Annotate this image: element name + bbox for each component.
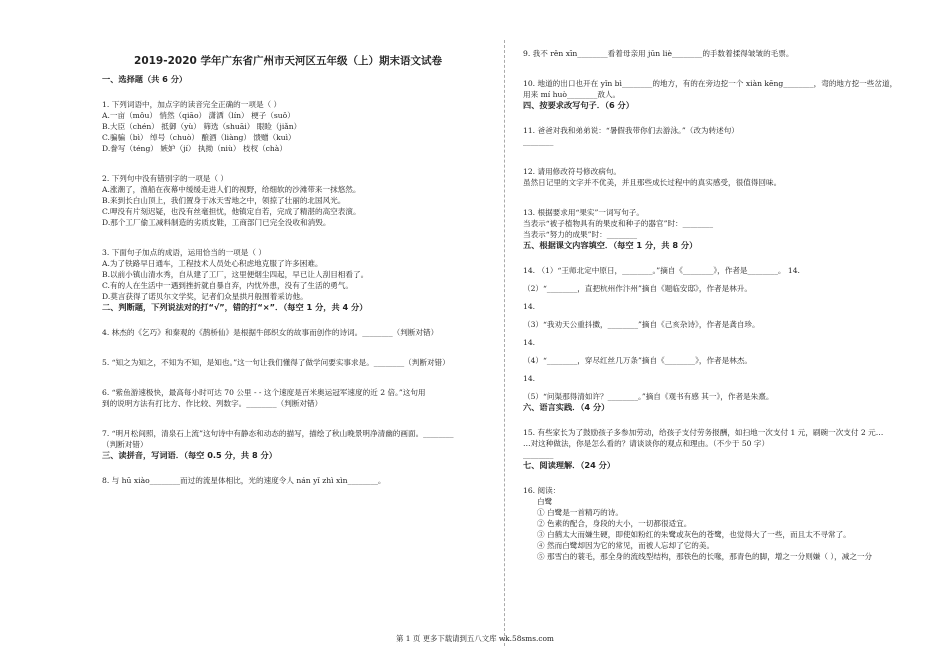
right-column	[523, 48, 918, 562]
reading-paragraph-3: ③ 白鹤太大而嫌生硬，即使如粉红的朱鹭或灰色的苍鹭，也觉得大了一些，而且太不寻常了。	[537, 529, 851, 539]
question-15-answer-line: ________	[523, 449, 554, 459]
question-12-sentence: 虽然日记里的文字并不优美，并且那些成长过程中的真实感受，很值得回味。	[523, 177, 782, 187]
question-12: 12. 请用修改符号修改病句。	[523, 166, 622, 176]
section-7-heading: 七、阅读理解．（24 分）	[523, 459, 616, 470]
question-1: 1. 下列词语中，加点字的读音完全正确的一项是（ ）	[102, 100, 282, 110]
question-9: 9. 我不 rěn xīn________看着母亲用 jūn liè________的手数着揉得皱皱的毛票。	[523, 49, 794, 58]
question-2: 2. 下列句中没有错别字的一项是（ ）	[102, 174, 228, 184]
page-footer: 第 1 页 更多下载请到五八文库 wk.58sms.com	[396, 634, 554, 643]
q2-option-c: C.呷没有片刻迟疑，也没有丝毫担忧，他镇定自若，完成了精湛的高空表演。	[102, 207, 361, 217]
question-7-line-2: （判断对错）	[102, 440, 148, 449]
question-11-answer-line: ________	[523, 136, 554, 146]
section-2-heading: 二、判断题，下列说法对的打“√”，错的打“×”．（每空 1 分，共 4 分）	[102, 302, 368, 313]
q3-option-b: B.以前小镇山清水秀，自从建了工厂，这里便烟尘四起，早已让人刮目相看了。	[102, 270, 369, 280]
question-14-1: 14. （1）“王师北定中原日，________。”摘自《________》，作者是________。 14.	[523, 265, 800, 275]
q3-option-c: C.有的人在生活中一遇到挫折就自暴自弃，内忧外患，没有了生活的勇气。	[102, 281, 353, 291]
section-3-heading: 三、读拼音，写词语．（每空 0.5 分，共 8 分）	[102, 450, 277, 460]
section-6-heading: 六、语言实践．（4 分）	[523, 401, 610, 412]
q1-option-b: B.大臣（chén） 抵御（yù） 筛选（shuāi） 眼睑（jiǎn）	[102, 122, 302, 132]
q1-option-d: D.誊写（téng） 嫉妒（jí） 执拗（niù） 枝杈（chà）	[102, 144, 287, 154]
section-4-heading: 四、按要求改写句子．（6 分）	[523, 100, 634, 110]
question-16: 16. 阅读：	[523, 485, 561, 495]
q2-option-d: D.那个工厂偷工减料制造的劣质皮鞋，工商部门已完全没收和消毁。	[102, 218, 331, 228]
question-14-number: 14.	[523, 301, 536, 311]
question-4: 4. 林杰的《乞巧》和秦观的《鹊桥仙》是根据牛郎织女的故事而创作的诗词。________（判断对错）	[102, 328, 439, 337]
question-13-b: 当表示“努力的成果”时：________	[523, 229, 638, 239]
question-14-5: （5）“问渠那得清如许？________。”摘自《观书有感 其一》，作者是朱熹。	[523, 391, 774, 401]
q1-option-a: A.一亩（môu） 悄然（qiāo） 潇洒（lín） 梗子（suǒ）	[102, 111, 295, 121]
reading-paragraph-2: ② 色素的配合，身段的大小，一切都很适宜。	[537, 518, 692, 528]
question-14-number: 14.	[523, 337, 536, 347]
q3-option-a: A.为了铁路早日通车，工程技术人员处心积虑地克服了许多困难。	[102, 259, 323, 269]
question-15-line-2: …对这种做法，你是怎么看的？请谈谈你的观点和理由。（不少于 50 字）	[523, 438, 770, 448]
question-7-line-1: 7. “明月松间照，清泉石上流”这句诗中有静态和动态的描写，描绘了秋山晚景明净清幽的画面。________	[102, 429, 454, 438]
question-14-2: （2）“________，直把杭州作汴州”摘自《题临安邸》，作者是林升。	[523, 283, 753, 293]
q3-option-d: D.莫言获得了诺贝尔文学奖，记者们众星拱月般围着采访他。	[102, 292, 308, 302]
question-14-4: （4）“________，穿尽红丝几万条”摘自《________》，作者是林杰。	[523, 355, 753, 365]
question-15-line-1: 15. 有些家长为了鼓励孩子多参加劳动，给孩子支付劳务报酬，如扫地一次支付 1 元，刷碗一次支付 2 元…	[523, 427, 884, 437]
reading-paragraph-5: ⑤ 那雪白的蓑毛，那全身的流线型结构，那铁色的长喙，那青色的脚，增之一分则嫌（ ），减之一分	[537, 551, 873, 561]
section-5-heading: 五、根据课文内容填空．（每空 1 分，共 8 分）	[523, 239, 698, 250]
q2-option-a: A.涨潮了，渔船在夜幕中缓缓走进人们的视野，给细软的沙滩带来一抹悠然。	[102, 185, 361, 195]
exam-title: 2019-2020 学年广东省广州市天河区五年级（上）期末语文试卷	[134, 55, 442, 67]
q2-option-b: B.来到长白山顶上，我们置身于冰天雪地之中，领掠了壮丽的北国风光。	[102, 196, 346, 206]
question-6-line-1: 6. “紫鱼游速极快，最高每小时可达 70 公里 - - 这个速度是百米奥运冠军速度的近 2 倍。”这句用	[102, 388, 426, 397]
question-10-line-1: 10. 地道的出口也开在 yǐn bì________的地方，有的在旁边挖一个 xiàn kēng________，弯的地方挖一些岔道，	[523, 79, 898, 88]
question-10-line-2: 用来 mí huò________敌人。	[523, 90, 621, 99]
question-14-number: 14.	[523, 373, 536, 383]
section-1-heading: 一、选择题（共 6 分）	[102, 74, 188, 85]
question-8: 8. 与 hū xiào________而过的流星体相比，光的速度令人 nán yǐ zhì xìn________。	[102, 475, 386, 485]
reading-paragraph-4: ④ 然而白鹭却因为它的常见，而被人忘却了它的美。	[537, 540, 715, 550]
question-5: 5. “知之为知之，不知为不知，是知也。”这一句让我们懂得了做学问要实事求是。________（判断对错）	[102, 358, 450, 367]
question-13-a: 当表示“被子植物具有的果皮和种子的器官”时：________	[523, 218, 714, 228]
question-3: 3. 下面句子加点的成语，运用恰当的一项是（ ）	[102, 248, 266, 258]
reading-title: 白鹭	[537, 496, 553, 506]
q1-option-c: C.骗骗（bì） 绰号（chuò） 酿酒（liàng） 馈赠（kuì）	[102, 133, 296, 143]
reading-paragraph-1: ① 白鹭是一首精巧的诗。	[537, 507, 623, 517]
column-divider	[504, 40, 505, 646]
question-13: 13. 根据要求用“果实”一词写句子。	[523, 207, 644, 217]
left-column	[102, 54, 474, 486]
question-11: 11. 爸爸对我和弟弟说：“暑假我带你们去游泳。”（改为转述句）	[523, 125, 739, 135]
question-6-line-2: 到的说明方法有打比方、作比较、列数字。________（判断对错）	[102, 399, 323, 408]
question-14-3: （3）“我劝天公重抖擞，________”摘自《己亥杂诗》，作者是龚自珍。	[523, 319, 760, 329]
